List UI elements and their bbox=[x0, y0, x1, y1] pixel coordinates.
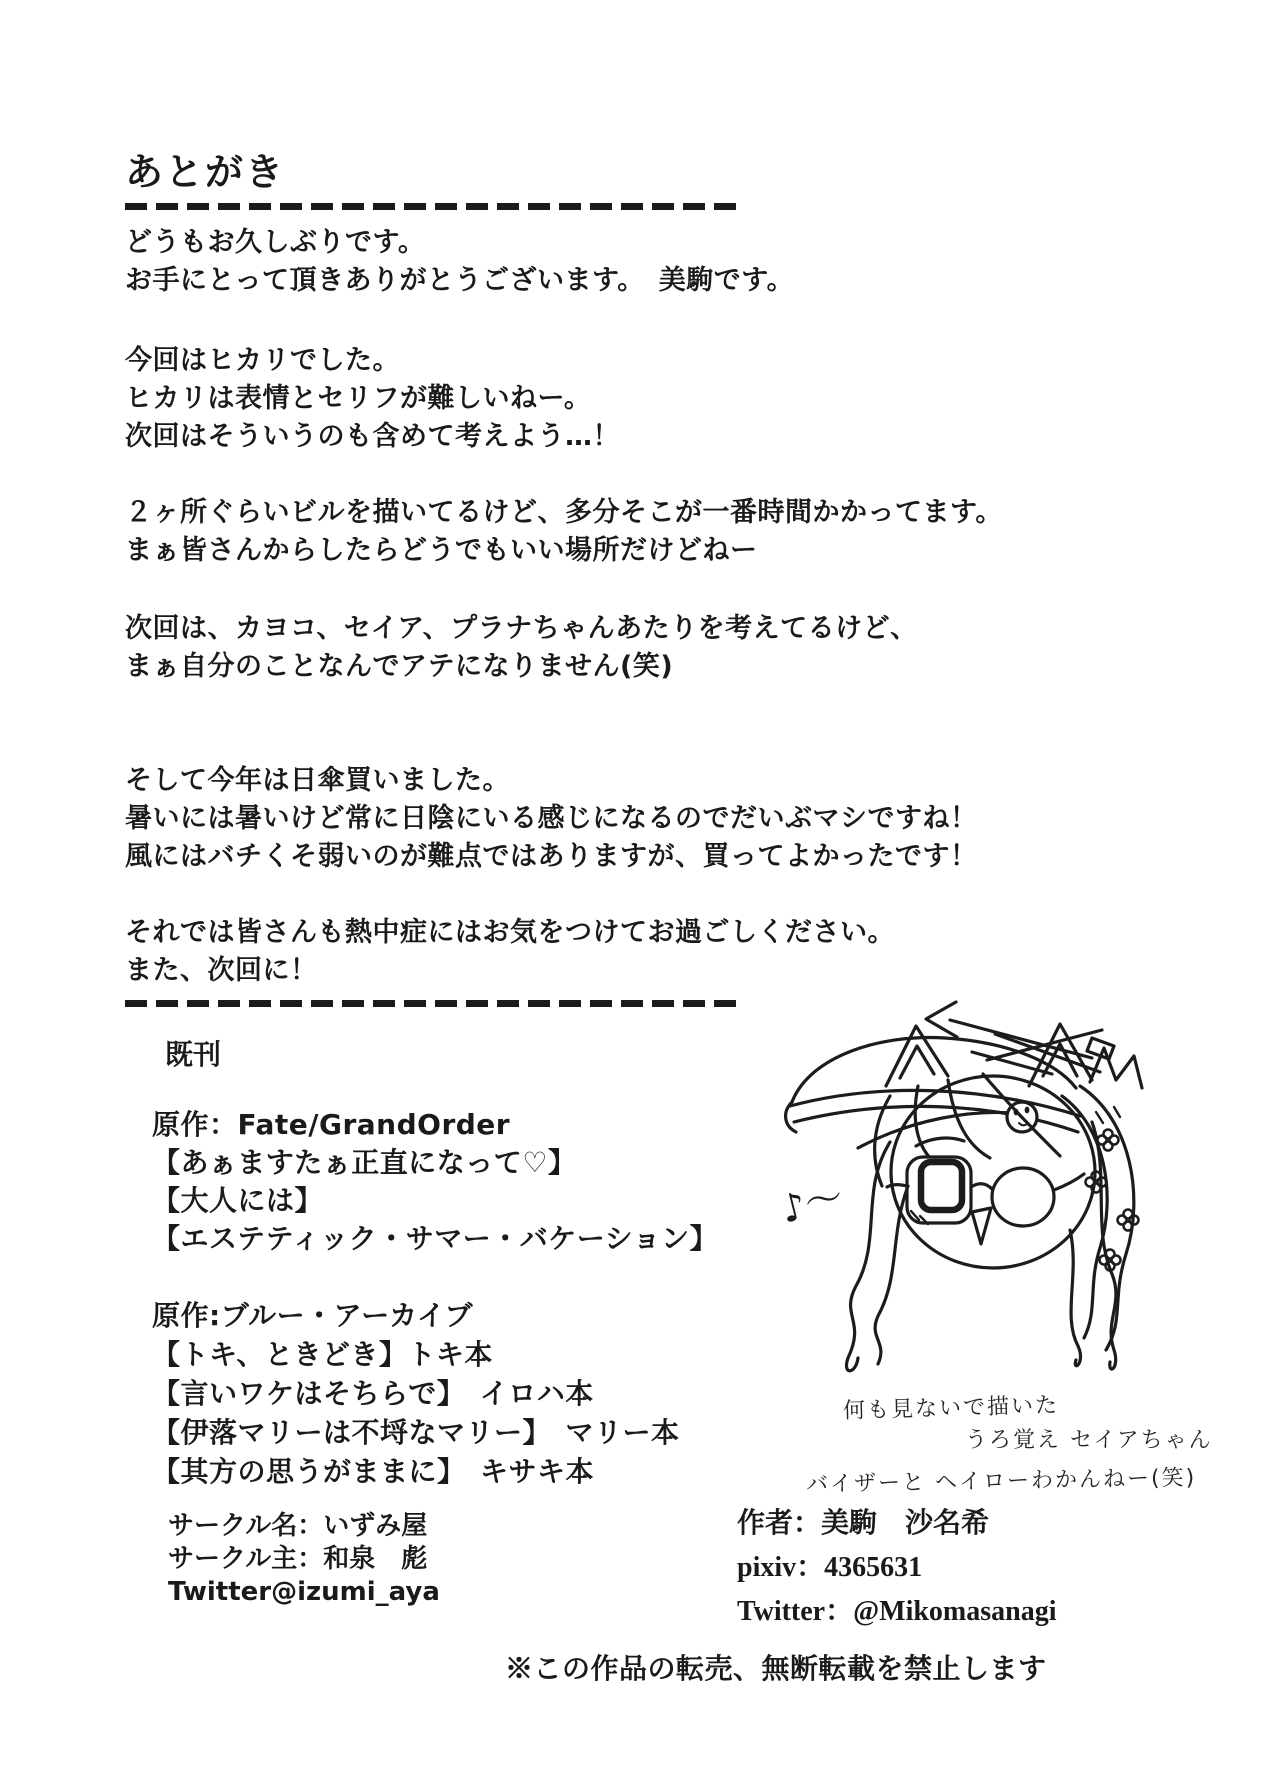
afterword-paragraph-next-plans bbox=[125, 610, 918, 686]
sketch-note-3: バイザーと ヘイローわかんねー(笑) bbox=[805, 1465, 1197, 1498]
circle-twitter: Twitter@izumi_aya bbox=[168, 1577, 440, 1607]
afterword-paragraph-parasol bbox=[125, 762, 978, 876]
afterword-line: そして今年は日傘買いました。 bbox=[125, 765, 510, 796]
ba-source-line: 原作:ブルー・アーカイブ bbox=[152, 1299, 473, 1332]
afterword-paragraph-greeting bbox=[125, 224, 794, 300]
previous-works-heading: 既刊 bbox=[165, 1038, 222, 1071]
fgo-title: 【エステティック・サマー・バケーション】 bbox=[152, 1222, 719, 1255]
author-pixiv: pixiv：4365631 bbox=[737, 1552, 923, 1583]
twin-tails bbox=[847, 1122, 1116, 1371]
circle-info bbox=[168, 1510, 440, 1609]
music-note: ♪〜 bbox=[776, 1174, 848, 1232]
afterword-paragraph-farewell bbox=[125, 914, 895, 990]
divider-dashed-top bbox=[125, 203, 737, 210]
previous-works-fgo bbox=[152, 1106, 718, 1258]
page-title: あとがき bbox=[125, 150, 286, 194]
fgo-source-line: 原作：Fate/GrandOrder bbox=[152, 1108, 511, 1141]
afterword-line: どうもお久しぶりです。 bbox=[125, 227, 426, 258]
afterword-paragraph-hikari bbox=[125, 342, 620, 456]
fgo-title: 【大人には】 bbox=[152, 1184, 324, 1217]
author-info bbox=[737, 1502, 1057, 1634]
afterword-line: お手にとって頂きありがとうございます。 美駒です。 bbox=[125, 265, 795, 296]
afterword-line: それでは皆さんも熱中症にはお気をつけてお過ごしください。 bbox=[125, 917, 895, 948]
author-twitter: Twitter：@Mikomasanagi bbox=[737, 1596, 1057, 1627]
circle-owner: サークル主：和泉 彪 bbox=[168, 1544, 428, 1574]
ba-title: 【其方の思うがままに】 キサキ本 bbox=[152, 1455, 595, 1488]
afterword-line: 次回はそういうのも含めて考えよう…！ bbox=[125, 421, 620, 452]
ba-title: 【トキ、ときどき】トキ本 bbox=[152, 1338, 493, 1371]
afterword-line: 今回はヒカリでした。 bbox=[125, 345, 400, 376]
afterword-line: 次回は、カヨコ、セイア、プラナちゃんあたりを考えてるけど、 bbox=[125, 613, 918, 644]
afterword-line: 風にはバチくそ弱いのが難点ではありますが、買ってよかったです！ bbox=[125, 841, 978, 872]
afterword-paragraph-buildings bbox=[125, 494, 1003, 570]
sketch-note-2: うろ覚え セイアちゃん bbox=[965, 1428, 1213, 1453]
fgo-title: 【あぁますたぁ正直になって♡】 bbox=[152, 1146, 577, 1179]
afterword-line: ヒカリは表情とセリフが難しいねー。 bbox=[125, 383, 592, 414]
ba-title: 【伊落マリーは不埒なマリー】 マリー本 bbox=[152, 1416, 680, 1449]
author-name: 作者：美駒 沙名希 bbox=[737, 1508, 990, 1539]
mouth bbox=[972, 1208, 991, 1244]
ba-title: 【言いワケはそちらで】 イロハ本 bbox=[152, 1377, 594, 1410]
resale-notice: ※この作品の転売、無断転載を禁止します bbox=[505, 1654, 1047, 1685]
afterword-line: まぁ皆さんからしたらどうでもいい場所だけどねー bbox=[125, 535, 758, 566]
afterword-line: 暑いには暑いけど常に日陰にいる感じになるのでだいぶマシですね！ bbox=[125, 803, 978, 834]
previous-works-blue-archive bbox=[152, 1296, 680, 1491]
afterword-line: ２ヶ所ぐらいビルを描いてるけど、多分そこが一番時間かかってます。 bbox=[125, 497, 1003, 528]
afterword-line: まぁ自分のことなんでアテになりません(笑) bbox=[125, 651, 674, 682]
afterword-line: また、次回に！ bbox=[125, 955, 318, 986]
sketch-note-1: 何も見ないで描いた bbox=[842, 1393, 1060, 1424]
divider-dashed-bottom bbox=[125, 1000, 737, 1007]
circle-name: サークル名：いずみ屋 bbox=[168, 1511, 428, 1541]
